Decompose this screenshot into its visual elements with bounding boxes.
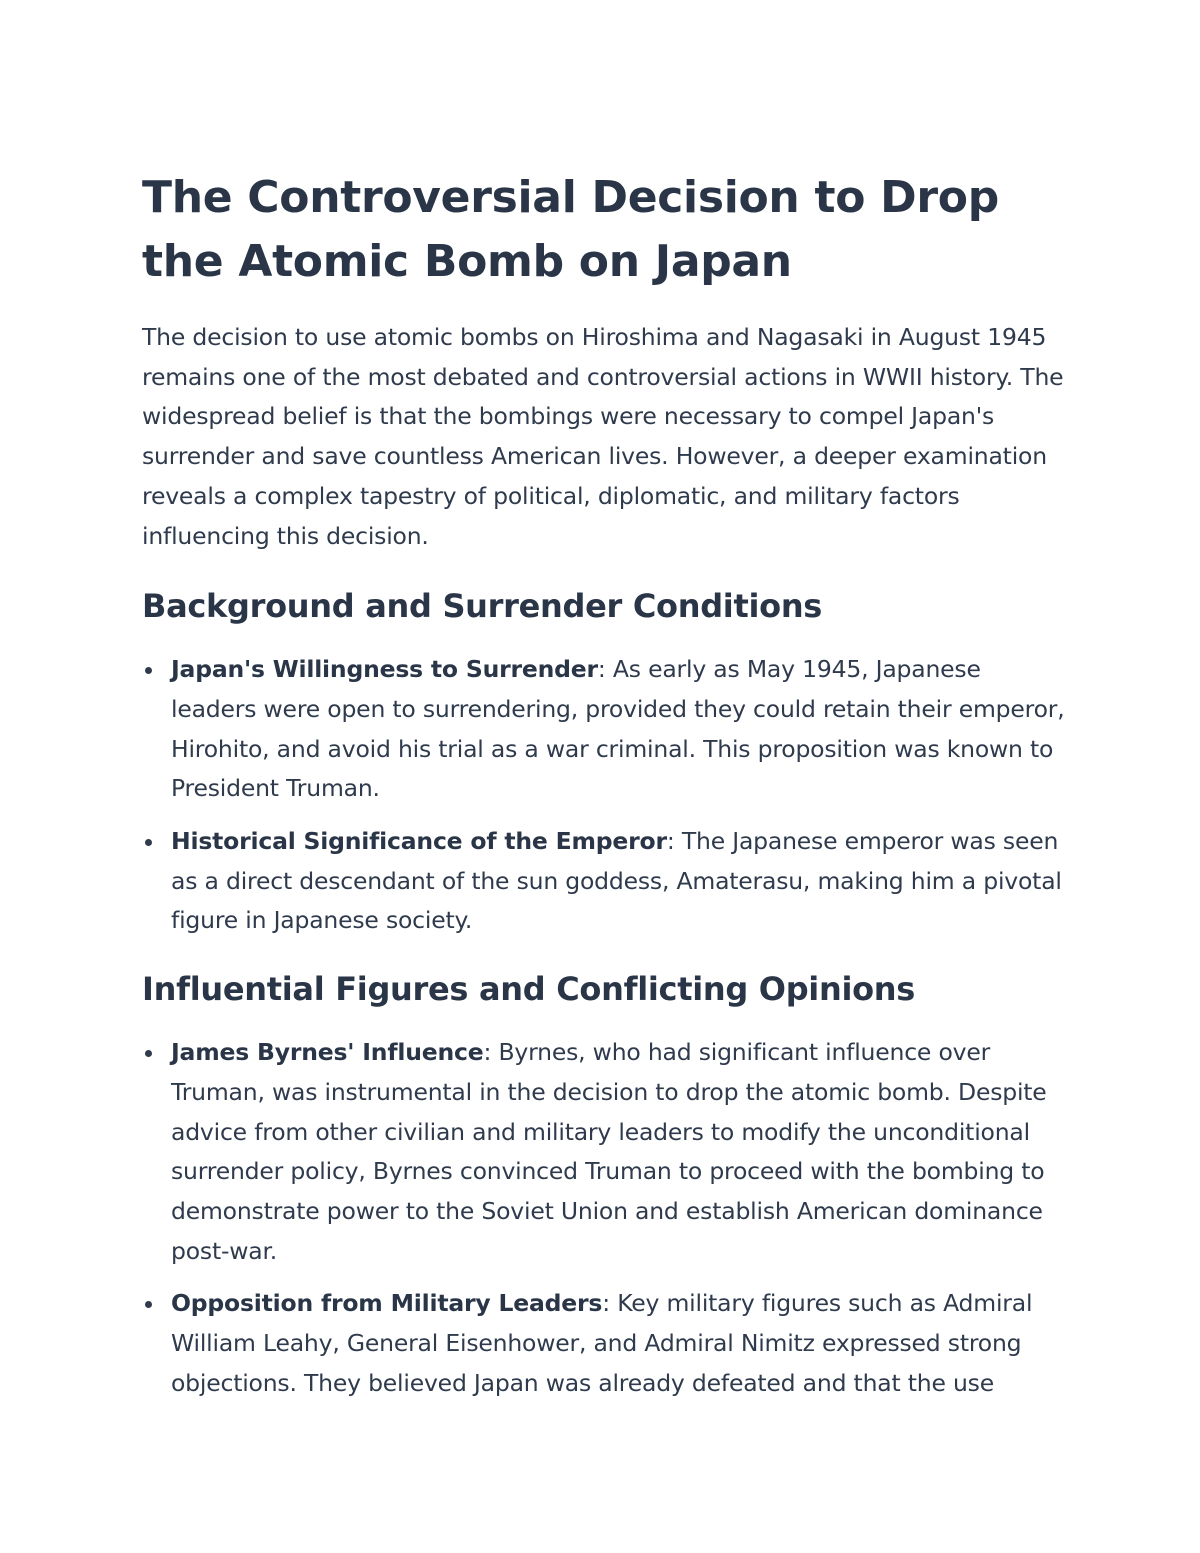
list-item <box>142 650 1072 809</box>
bullet-icon <box>145 1050 152 1057</box>
list-item <box>142 1284 1072 1403</box>
bullet-icon <box>145 667 152 674</box>
intro-paragraph: The decision to use atomic bombs on Hiroshima and Nagasaki in August 1945 remains one of the most debated and controversial actions in WWII history. The widespread belief is that the bombings were necessary to compel Japan's surrender and save countless American lives. However, a deeper examination reveals a complex tapestry of political, diplomatic, and military factors influencing this decision. <box>142 323 1064 550</box>
bullet-icon <box>145 1301 152 1308</box>
list-item-text: : Byrnes, who had significant influence over Truman, was instrumental in the decision to drop the atomic bomb. Despite advice from other civilian and military leaders to modify the unconditional surrender policy, Byrnes convinced Truman to proceed with the bombing to demonstrate power to the Soviet Union and establish American dominance post-war. <box>171 1038 1047 1265</box>
section-heading-background: Background and Surrender Conditions <box>142 587 823 626</box>
list-item-label: Japan's Willingness to Surrender <box>171 655 598 684</box>
list-item-text: : The Japanese emperor was seen as a direct descendant of the sun goddess, Amaterasu, making him a pivotal figure in Japanese society. <box>171 827 1062 935</box>
list-item-label: Opposition from Military Leaders <box>171 1289 603 1318</box>
bullet-icon <box>145 839 152 846</box>
list-item <box>142 822 1072 941</box>
document-title: The Controversial Decision to Drop the Atomic Bomb on Japan <box>142 172 999 287</box>
list-item-label: James Byrnes' Influence <box>171 1038 484 1067</box>
list-item-text: : Key military figures such as Admiral William Leahy, General Eisenhower, and Admiral Nimitz expressed strong objections. They believed Japan was already defeated and that the use <box>171 1289 1033 1397</box>
section-heading-influential-figures: Influential Figures and Conflicting Opinions <box>142 970 916 1009</box>
bullet-list-background <box>142 650 1072 941</box>
bullet-list-influential-figures <box>142 1033 1072 1403</box>
list-item-text: : As early as May 1945, Japanese leaders were open to surrendering, provided they could retain their emperor, Hirohito, and avoid his trial as a war criminal. This proposition was known to President Truman. <box>171 655 1065 803</box>
document-page <box>142 166 1072 1427</box>
list-item <box>142 1033 1072 1271</box>
list-item-label: Historical Significance of the Emperor <box>171 827 667 856</box>
